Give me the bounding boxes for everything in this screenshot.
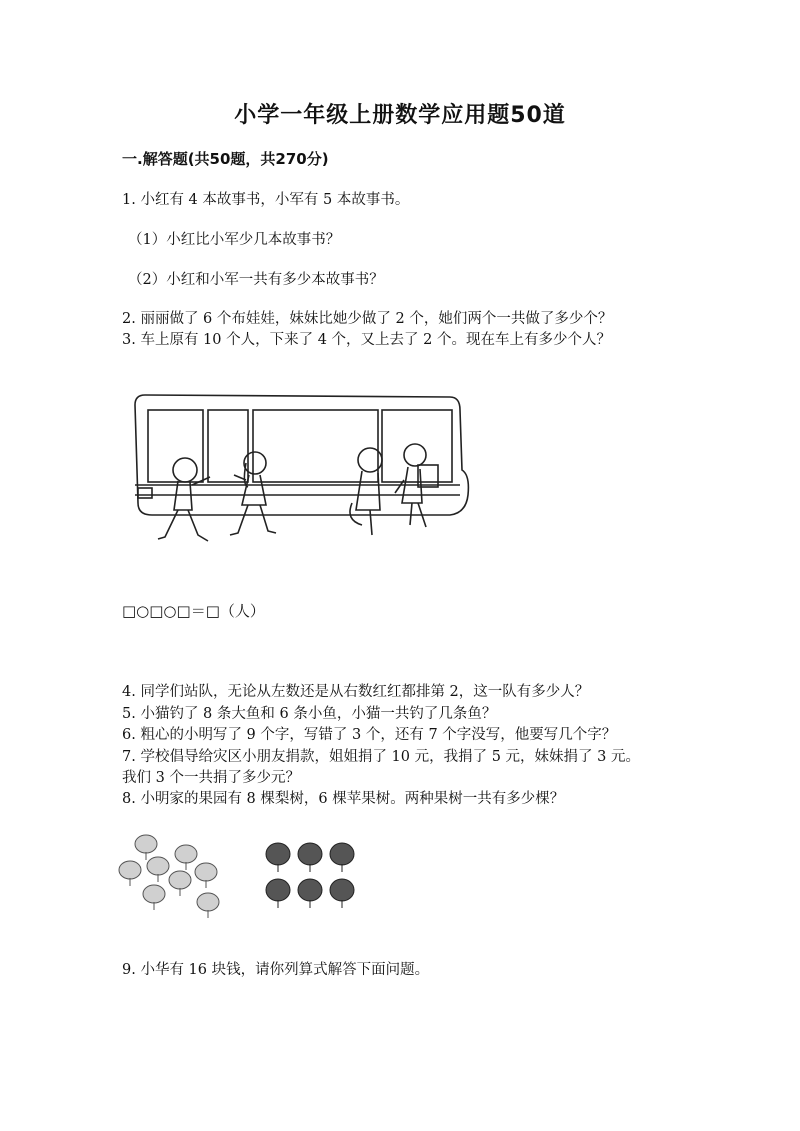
apple-trees	[266, 843, 354, 908]
question-1-part-1: （1）小红比小军少几本故事书？	[128, 232, 341, 248]
apple-tree	[330, 879, 354, 908]
apple-tree	[330, 843, 354, 872]
question-9: 9. 小华有 16 块钱，请你列算式解答下面问题。	[122, 962, 430, 978]
apple-tree	[266, 843, 290, 872]
question-4: 4. 同学们站队，无论从左数还是从右数红红都排第 2，这一队有多少人？	[122, 684, 590, 700]
bus-illustration	[130, 385, 470, 555]
pear-trees	[119, 835, 219, 918]
question-5: 5. 小猫钓了 8 条大鱼和 6 条小鱼，小猫一共钓了几条鱼？	[122, 706, 497, 722]
pear-tree	[143, 885, 165, 910]
question-1: 1. 小红有 4 本故事书，小军有 5 本故事书。	[122, 192, 410, 208]
question-6: 6. 粗心的小明写了 9 个字，写错了 3 个，还有 7 个字没写，他要写几个字？	[122, 727, 617, 743]
pear-tree	[175, 845, 197, 870]
question-2: 2. 丽丽做了 6 个布娃娃，妹妹比她少做了 2 个，她们两个一共做了多少个？	[122, 311, 613, 327]
pear-tree	[195, 863, 217, 888]
apple-tree	[298, 843, 322, 872]
question-1-part-2: （2）小红和小军一共有多少本故事书？	[128, 272, 384, 288]
pear-tree	[197, 893, 219, 918]
pear-tree	[147, 857, 169, 882]
question-7-line-2: 我们 3 个一共捐了多少元？	[122, 770, 300, 786]
pear-tree	[135, 835, 157, 860]
section-heading: 一.解答题(共50题，共270分)	[122, 150, 329, 168]
apple-tree	[266, 879, 290, 908]
question-7-line-1: 7. 学校倡导给灾区小朋友捐款，姐姐捐了 10 元，我捐了 5 元，妹妹捐了 3 元。	[122, 749, 640, 765]
apple-tree	[298, 879, 322, 908]
question-8: 8. 小明家的果园有 8 棵梨树，6 棵苹果树。两种果树一共有多少棵？	[122, 791, 565, 807]
pear-tree	[119, 861, 141, 886]
trees-illustration	[118, 832, 368, 922]
pear-tree	[169, 871, 191, 896]
question-3-formula: □○□○□＝□（人）	[122, 602, 265, 620]
question-3: 3. 车上原有 10 个人，下来了 4 个，又上去了 2 个。现在车上有多少个人？	[122, 332, 611, 348]
page-title: 小学一年级上册数学应用题50道	[234, 103, 566, 128]
